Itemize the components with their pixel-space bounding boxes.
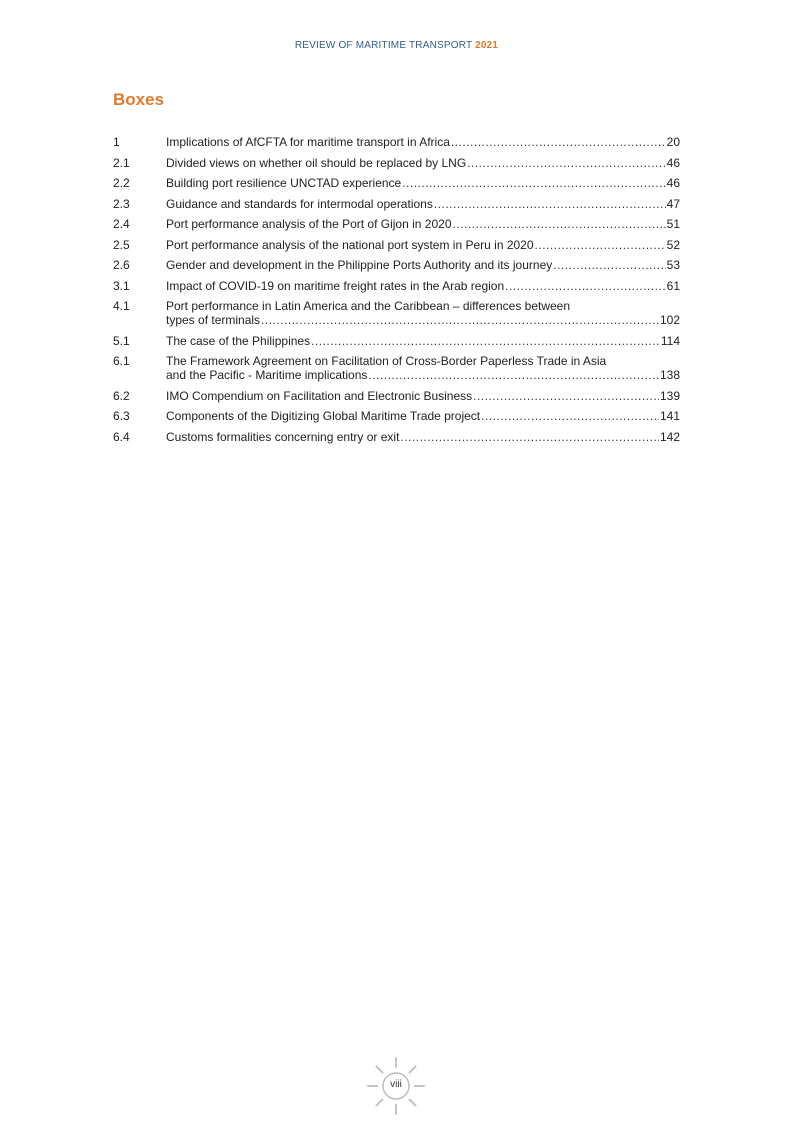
box-number: 5.1 [113, 333, 130, 348]
section-title: Boxes [113, 90, 165, 109]
box-page-number: 46 [666, 155, 680, 170]
box-page-number: 52 [666, 237, 680, 252]
box-number: 6.4 [113, 429, 130, 444]
box-entry-text [166, 217, 680, 231]
dot-leader [402, 176, 665, 190]
box-title: The Framework Agreement on Facilitation of Cross-Border Paperless Trade in Asia [166, 354, 607, 368]
box-title: Port performance analysis of the Port of Gijon in 2020 [166, 217, 452, 231]
box-entry[interactable] [113, 176, 680, 190]
box-number: 3.1 [113, 278, 130, 293]
box-entry-text [166, 354, 680, 382]
box-title: Impact of COVID-19 on maritime freight rates in the Arab region [166, 278, 505, 293]
box-entry[interactable] [113, 279, 680, 293]
box-page-number: 53 [666, 258, 680, 272]
box-title: Implications of AfCFTA for maritime transport in Africa [166, 135, 450, 149]
box-entry-text [166, 430, 680, 444]
box-title: The case of the Philippines [166, 333, 311, 348]
dot-leader [368, 368, 659, 382]
box-entry[interactable] [113, 258, 680, 272]
box-title: IMO Compendium on Facilitation and Electronic Business [166, 388, 473, 403]
box-title-line [166, 299, 680, 313]
box-title: Port performance analysis of the national port system in Peru in 2020 [166, 237, 534, 252]
box-title-line-last [166, 430, 680, 444]
box-entry[interactable] [113, 135, 680, 149]
box-title-line [166, 354, 680, 368]
box-entry[interactable] [113, 354, 680, 382]
box-number: 4.1 [113, 299, 130, 313]
box-title: Divided views on whether oil should be replaced by LNG [166, 155, 467, 170]
running-header [0, 40, 793, 51]
box-title: Customs formalities concerning entry or exit [166, 429, 400, 444]
box-entry[interactable] [113, 156, 680, 170]
box-title-line-last [166, 217, 680, 231]
box-title: Gender and development in the Philippine Ports Authority and its journey [166, 258, 553, 272]
box-entry[interactable] [113, 217, 680, 231]
box-entry-text [166, 334, 680, 348]
box-entry[interactable] [113, 409, 680, 423]
box-title-line-last [166, 334, 680, 348]
box-title-line-last [166, 258, 680, 272]
dot-leader [400, 430, 659, 444]
dot-leader [453, 217, 666, 231]
box-number: 2.5 [113, 237, 130, 252]
box-entry[interactable] [113, 238, 680, 252]
box-page-number: 61 [666, 278, 680, 293]
box-entry[interactable] [113, 389, 680, 403]
dot-leader [553, 258, 665, 272]
box-page-number: 46 [666, 176, 680, 190]
page-number: viii [390, 1079, 402, 1090]
box-title-line-last [166, 197, 680, 211]
box-entry-text [166, 279, 680, 293]
page-number-badge [366, 1056, 426, 1116]
box-number: 2.2 [113, 176, 130, 190]
dot-leader [535, 238, 666, 252]
box-title-line-last [166, 279, 680, 293]
dot-leader [481, 409, 659, 423]
box-title: types of terminals [166, 313, 261, 327]
running-header-title: REVIEW OF MARITIME TRANSPORT [294, 40, 473, 51]
box-title-line-last [166, 238, 680, 252]
box-entry-text [166, 156, 680, 170]
dot-leader [505, 279, 665, 293]
box-page-number: 139 [659, 388, 680, 403]
box-entry-text [166, 258, 680, 272]
box-page-number: 114 [660, 333, 680, 348]
box-title: and the Pacific - Maritime implications [166, 368, 368, 382]
box-title: Guidance and standards for intermodal operations [166, 196, 433, 211]
box-entry-text [166, 197, 680, 211]
dot-leader [261, 313, 659, 327]
boxes-list [113, 135, 680, 450]
box-page-number: 20 [666, 135, 680, 149]
box-title-line-last [166, 313, 680, 327]
box-title: Port performance in Latin America and the Caribbean – differences between [166, 299, 571, 313]
box-number: 6.1 [113, 354, 130, 368]
box-number: 2.3 [113, 196, 130, 211]
box-entry-text [166, 135, 680, 149]
box-number: 1 [113, 135, 120, 149]
box-entry[interactable] [113, 334, 680, 348]
box-number: 6.2 [113, 388, 130, 403]
box-entry-text [166, 389, 680, 403]
box-title: Components of the Digitizing Global Maritime Trade project [166, 409, 481, 423]
box-page-number: 102 [659, 313, 680, 327]
box-title: Building port resilience UNCTAD experience [166, 176, 402, 190]
box-number: 2.4 [113, 217, 130, 231]
dot-leader [434, 197, 666, 211]
box-entry-text [166, 299, 680, 327]
box-title-line-last [166, 156, 680, 170]
dot-leader [473, 389, 659, 403]
box-title-line-last [166, 409, 680, 423]
box-title-line-last [166, 135, 680, 149]
box-title-line-last [166, 389, 680, 403]
box-entry-text [166, 409, 680, 423]
box-entry-text [166, 176, 680, 190]
box-title-line-last [166, 176, 680, 190]
box-number: 2.6 [113, 258, 130, 272]
box-page-number: 138 [659, 368, 680, 382]
box-entry[interactable] [113, 197, 680, 211]
box-entry-text [166, 238, 680, 252]
box-page-number: 47 [666, 196, 680, 211]
box-title-line-last [166, 368, 680, 382]
running-header-year: 2021 [475, 40, 499, 51]
dot-leader [451, 135, 666, 149]
box-entry[interactable] [113, 430, 680, 444]
dot-leader [311, 334, 660, 348]
box-entry[interactable] [113, 299, 680, 327]
box-page-number: 141 [659, 409, 680, 423]
box-page-number: 51 [666, 217, 680, 231]
dot-leader [467, 156, 665, 170]
box-page-number: 142 [659, 429, 680, 444]
box-number: 2.1 [113, 155, 130, 170]
box-number: 6.3 [113, 409, 130, 423]
